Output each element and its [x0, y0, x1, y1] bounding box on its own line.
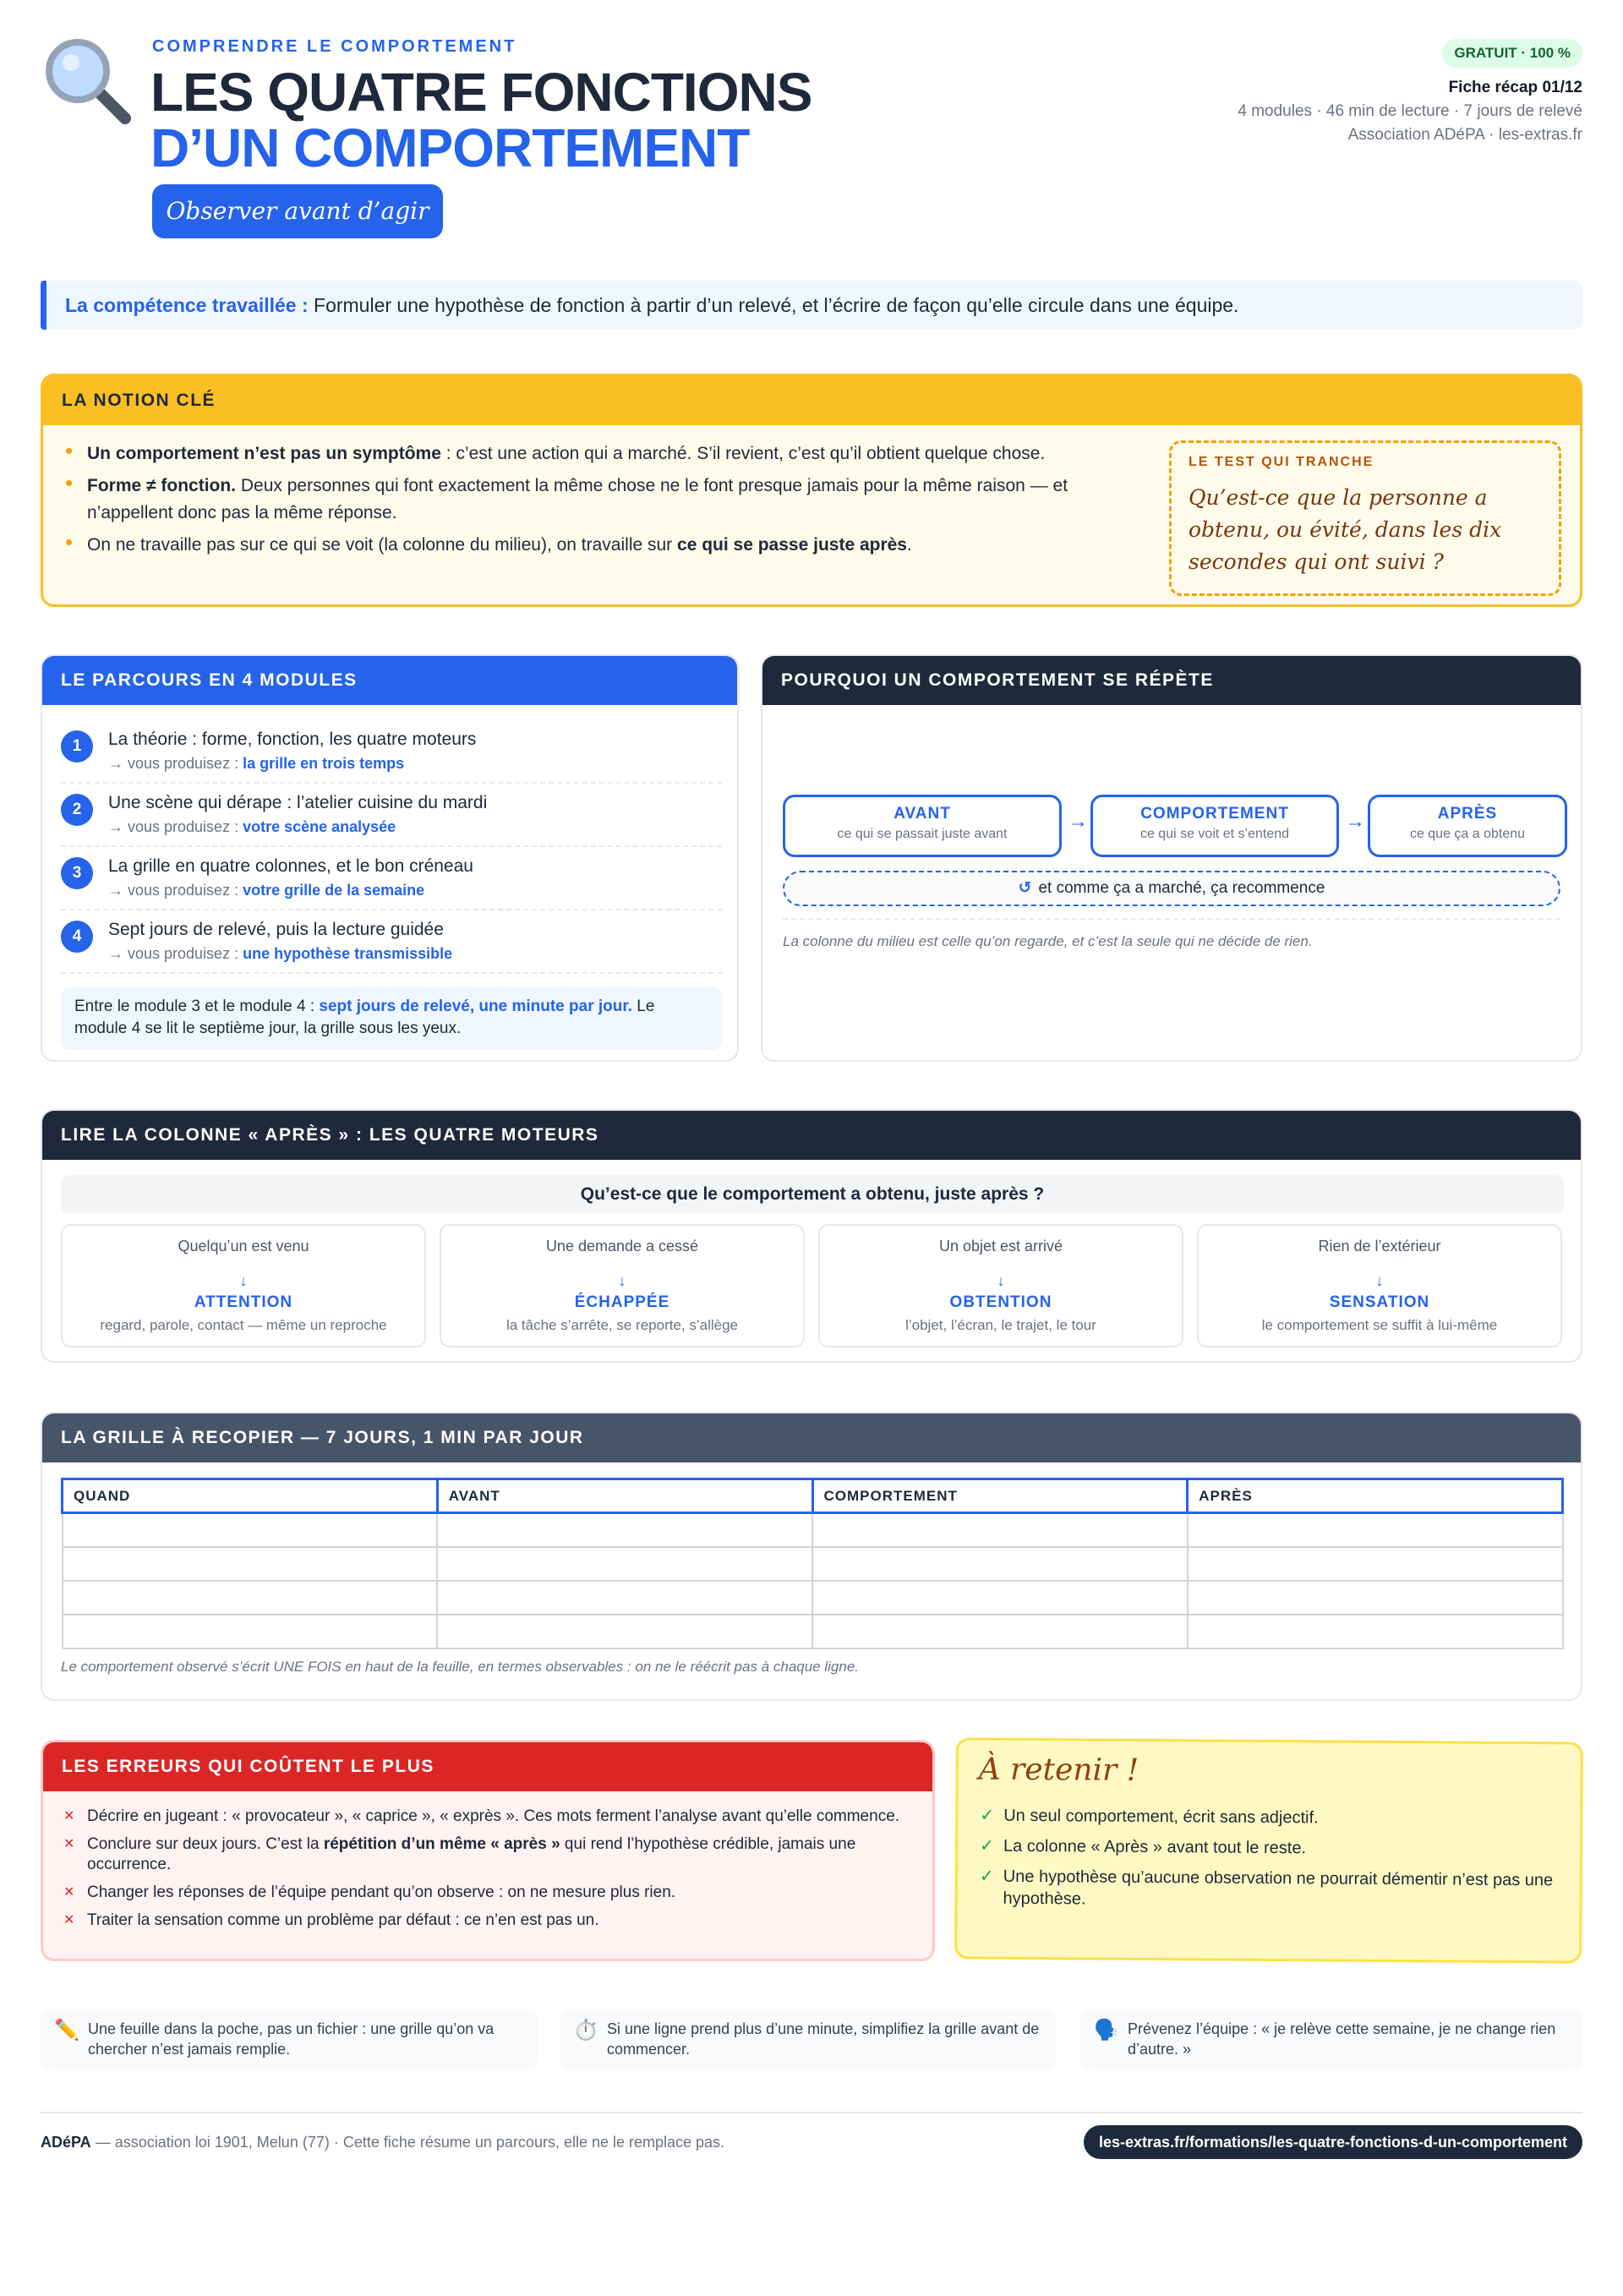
test-box: [1169, 440, 1561, 596]
tip-text: Une feuille dans la poche, pas un fichier : une grille qu’on va chercher n’est jamais remplie.: [88, 2020, 495, 2058]
moteur-name: ÉCHAPPÉE: [574, 1293, 670, 1311]
module-item: [61, 910, 722, 974]
output-prefix: → vous produisez :: [108, 818, 243, 835]
output-value: votre scène analysée: [243, 818, 396, 835]
moteur-name: SENSATION: [1329, 1293, 1430, 1311]
table-cell: [812, 1615, 1188, 1648]
flow-box-sub: ce que ça a obtenu: [1409, 827, 1526, 841]
kicker: COMPRENDRE LE COMPORTEMENT: [152, 37, 517, 56]
item-bold: répétition d’un même « après »: [323, 1835, 560, 1853]
module-item: [61, 784, 722, 847]
arrow-down-icon: ↓: [618, 1272, 626, 1289]
table-cell: [812, 1513, 1188, 1547]
tagline-pill: Observer avant d’agir: [152, 184, 443, 238]
grille-heading: LA GRILLE À RECOPIER — 7 JOURS, 1 MIN PAR JOUR: [42, 1413, 1581, 1462]
arrow-down-icon: ↓: [1375, 1272, 1384, 1289]
competence-text: Formuler une hypothèse de fonction à partir d’un relevé, et l’écrire de façon qu’elle circule dans une équipe.: [308, 294, 1239, 316]
tip-text: Prévenez l’équipe : « je relève cette semaine, je ne change rien d’autre. »: [1128, 2020, 1556, 2058]
page-title-line1: LES QUATRE FONCTIONS: [150, 62, 812, 123]
bullet-bold: Forme ≠ fonction.: [87, 476, 237, 495]
footer-note: — association loi 1901, Melun (77) · Cette fiche résume un parcours, elle ne le remplace pas.: [90, 2134, 725, 2151]
table-cell: [437, 1615, 812, 1648]
moteur-sensation: [1197, 1224, 1562, 1348]
note-bold: sept jours de relevé, une minute par jour.: [319, 998, 632, 1015]
module-item: [61, 720, 722, 784]
table-cell: [63, 1547, 438, 1581]
list-item: ✕ Changer les réponses de l’équipe pendant qu’on observe : on ne mesure plus rien.: [62, 1883, 907, 1903]
moteur-trigger: Une demande a cessé: [545, 1238, 699, 1255]
flow-box-avant: [783, 795, 1062, 857]
bullet-text: : c’est une action qui a marché. S’il revient, c’est qu’il obtient quelque chose.: [440, 444, 1046, 463]
pourquoi-card: [761, 654, 1582, 1062]
list-item: [62, 440, 1152, 467]
moteurs-question: Qu’est-ce que le comportement a obtenu, juste après ?: [61, 1175, 1564, 1214]
table-cell: [437, 1547, 812, 1581]
table-row: [63, 1547, 1563, 1581]
notion-card: [41, 374, 1582, 607]
erreurs-heading: LES ERREURS QUI COÛTENT LE PLUS: [43, 1742, 932, 1791]
module-title: La théorie : forme, fonction, les quatre moteurs: [108, 730, 477, 749]
header: [41, 34, 1582, 254]
moteur-name: OBTENTION: [949, 1293, 1052, 1311]
retenir-note: [954, 1737, 1583, 1963]
moteur-desc: la tâche s’arrête, se reporte, s’allège: [505, 1317, 739, 1333]
moteur-trigger: Un objet est arrivé: [938, 1238, 1063, 1255]
pourquoi-caption: La colonne du milieu est celle qu’on regarde, et c’est la seule qui ne décide de rien.: [783, 933, 1313, 949]
grille-card: [41, 1412, 1582, 1701]
module-number: 3: [61, 857, 93, 889]
moteurs-heading: LIRE LA COLONNE « APRÈS » : LES QUATRE MOTEURS: [42, 1111, 1581, 1160]
note-text: Entre le module 3 et le module 4 :: [74, 998, 320, 1015]
moteur-echappee: [440, 1224, 805, 1348]
arrow-down-icon: ↓: [997, 1272, 1005, 1289]
competence-banner: [41, 281, 1582, 330]
flow-box-sub: ce qui se passait juste avant: [837, 827, 1008, 841]
module-number: 2: [61, 794, 93, 826]
table-header-row: [63, 1479, 1563, 1513]
moteur-attention: [61, 1224, 426, 1348]
note-text: Le module 4 se lit le septième jour, la grille sous les yeux.: [74, 998, 655, 1037]
stopwatch-icon: ⏱️: [573, 2019, 598, 2042]
grille-table: [61, 1478, 1564, 1649]
tip-card: [560, 2010, 1057, 2069]
list-item: ✓ Une hypothèse qu’aucune observation ne pourrait démentir n’est pas une hypothèse.: [978, 1866, 1561, 1914]
test-label: LE TEST QUI TRANCHE: [1189, 455, 1374, 469]
module-output: [108, 752, 722, 774]
meta-line: 4 modules · 46 min de lecture · 7 jours de relevé: [1238, 102, 1582, 120]
table-row: [63, 1581, 1563, 1615]
moteurs-card: [41, 1109, 1582, 1363]
table-cell: [437, 1513, 812, 1547]
output-prefix: → vous produisez :: [108, 755, 243, 772]
erreurs-list: [62, 1807, 907, 1938]
magnifying-glass-icon: [41, 34, 134, 127]
table-cell: [437, 1581, 812, 1615]
table-row: [63, 1615, 1563, 1648]
list-item: ✓ Un seul comportement, écrit sans adjectif.: [978, 1805, 1561, 1831]
arrow-right-icon: →: [1345, 810, 1365, 833]
table-cell: [1188, 1513, 1563, 1547]
status-badge: GRATUIT · 100 %: [1442, 39, 1582, 68]
item-text: Conclure sur deux jours. C’est la: [87, 1835, 324, 1853]
moteur-desc: le comportement se suffit à lui-même: [1261, 1317, 1498, 1333]
module-output: [108, 943, 722, 965]
parcours-note: [61, 987, 722, 1050]
module-title: Une scène qui dérape : l’atelier cuisine du mardi: [108, 793, 488, 812]
pencil-icon: ✏️: [54, 2019, 79, 2042]
loop-icon: ↺: [1018, 879, 1032, 897]
module-title: La grille en quatre colonnes, et le bon créneau: [108, 856, 473, 876]
page-title-line2: D’UN COMPORTEMENT: [150, 118, 750, 178]
org-line: Association ADéPA · les-extras.fr: [1347, 126, 1582, 144]
retenir-list: [977, 1805, 1561, 1922]
module-output: [108, 816, 722, 838]
output-prefix: → vous produisez :: [108, 945, 243, 962]
test-question: Qu’est-ce que la personne a obtenu, ou évité, dans les dix secondes qui ont suivi ?: [1189, 485, 1502, 574]
output-prefix: → vous produisez :: [108, 882, 243, 899]
module-number: 1: [61, 730, 93, 763]
moteur-trigger: Rien de l’extérieur: [1318, 1238, 1441, 1255]
arrow-down-icon: ↓: [239, 1272, 248, 1289]
table-cell: [63, 1513, 438, 1547]
tip-card: [1080, 2010, 1582, 2069]
arrow-right-icon: →: [1068, 810, 1088, 833]
moteur-desc: regard, parole, contact — même un reproche: [100, 1317, 387, 1333]
grille-caption: Le comportement observé s’écrit UNE FOIS en haut de la feuille, en termes observables : on ne le réécrit pas à chaque ligne.: [61, 1659, 859, 1675]
moteur-name: ATTENTION: [194, 1293, 293, 1311]
column-header: APRÈS: [1188, 1479, 1563, 1513]
bullet-bold: ce qui se passe juste après: [677, 535, 907, 555]
item-text: qui rend l’hypothèse crédible, jamais une occurrence.: [87, 1835, 856, 1873]
flow-box-sub: ce qui se voit et s’entend: [1139, 827, 1290, 841]
module-list: [61, 720, 722, 974]
bullet-text: On ne travaille pas sur ce qui se voit (la colonne du milieu), on travaille sur: [87, 535, 678, 555]
competence-label: La compétence travaillée :: [65, 294, 309, 316]
parcours-heading: LE PARCOURS EN 4 MODULES: [42, 656, 737, 705]
footer-divider: [41, 2112, 1582, 2113]
bullet-text: .: [907, 535, 912, 555]
module-output: [108, 879, 722, 901]
table-cell: [63, 1581, 438, 1615]
table-cell: [63, 1615, 438, 1648]
loop-text: et comme ça a marché, ça recommence: [1038, 879, 1325, 897]
table-row: [63, 1513, 1563, 1547]
footer-org: ADéPA: [41, 2134, 91, 2151]
moteur-desc: l’objet, l’écran, le trajet, le tour: [905, 1317, 1096, 1333]
notion-bullets: [62, 440, 1152, 564]
table-cell: [1188, 1581, 1563, 1615]
column-header: COMPORTEMENT: [812, 1479, 1188, 1513]
header-meta: [1238, 76, 1582, 147]
speaking-head-icon: 🗣️: [1094, 2019, 1119, 2042]
footer-url-link[interactable]: les-extras.fr/formations/les-quatre-fonctions-d-un-comportement: [1084, 2125, 1582, 2159]
flow-box-apres: [1368, 795, 1567, 857]
moteur-trigger: Quelqu’un est venu: [178, 1238, 309, 1255]
list-item: [62, 473, 1152, 527]
table-cell: [812, 1547, 1188, 1581]
erreurs-card: [41, 1740, 935, 1961]
flow-box-title: COMPORTEMENT: [1140, 805, 1289, 823]
tip-text: Si une ligne prend plus d’une minute, simplifiez la grille avant de commencer.: [607, 2020, 1040, 2058]
column-header: AVANT: [437, 1479, 812, 1513]
retenir-title: À retenir !: [978, 1752, 1139, 1788]
loop-banner: [783, 871, 1560, 906]
bullet-text: Deux personnes qui font exactement la même chose ne le font presque jamais pour la même raison — et n’appellent donc pas la même réponse.: [87, 476, 1068, 522]
output-value: la grille en trois temps: [243, 755, 405, 772]
parcours-card: [41, 654, 739, 1062]
bullet-bold: Un comportement n’est pas un symptôme: [87, 444, 441, 463]
table-cell: [1188, 1615, 1563, 1648]
flow-box-comportement: [1090, 795, 1339, 857]
pourquoi-heading: POURQUOI UN COMPORTEMENT SE RÉPÈTE: [762, 656, 1581, 705]
list-item: ✕ Traiter la sensation comme un problème par défaut : ce n’en est pas un.: [62, 1911, 907, 1931]
table-cell: [1188, 1547, 1563, 1581]
list-item: [62, 532, 1152, 559]
list-item: ✕ Décrire en jugeant : « provocateur », « caprice », « exprès ». Ces mots ferment l’analyse avant qu’elle commence.: [62, 1807, 907, 1827]
table-cell: [812, 1581, 1188, 1615]
module-title: Sept jours de relevé, puis la lecture guidée: [108, 920, 444, 939]
output-value: une hypothèse transmissible: [243, 945, 453, 962]
module-number: 4: [61, 921, 93, 953]
module-item: [61, 847, 722, 910]
divider: [783, 918, 1560, 920]
page: [41, 34, 1582, 2151]
list-item: [62, 1834, 907, 1875]
flow-box-title: AVANT: [893, 805, 951, 823]
footer-text: [41, 2134, 724, 2151]
flow-box-title: APRÈS: [1437, 805, 1498, 823]
column-header: QUAND: [63, 1479, 438, 1513]
notion-heading: LA NOTION CLÉ: [43, 376, 1580, 425]
fiche-number: Fiche récap 01/12: [1448, 79, 1582, 96]
list-item: ✓ La colonne « Après » avant tout le reste.: [978, 1835, 1561, 1861]
tip-card: [41, 2010, 538, 2069]
output-value: votre grille de la semaine: [243, 882, 425, 899]
moteur-obtention: [818, 1224, 1183, 1348]
